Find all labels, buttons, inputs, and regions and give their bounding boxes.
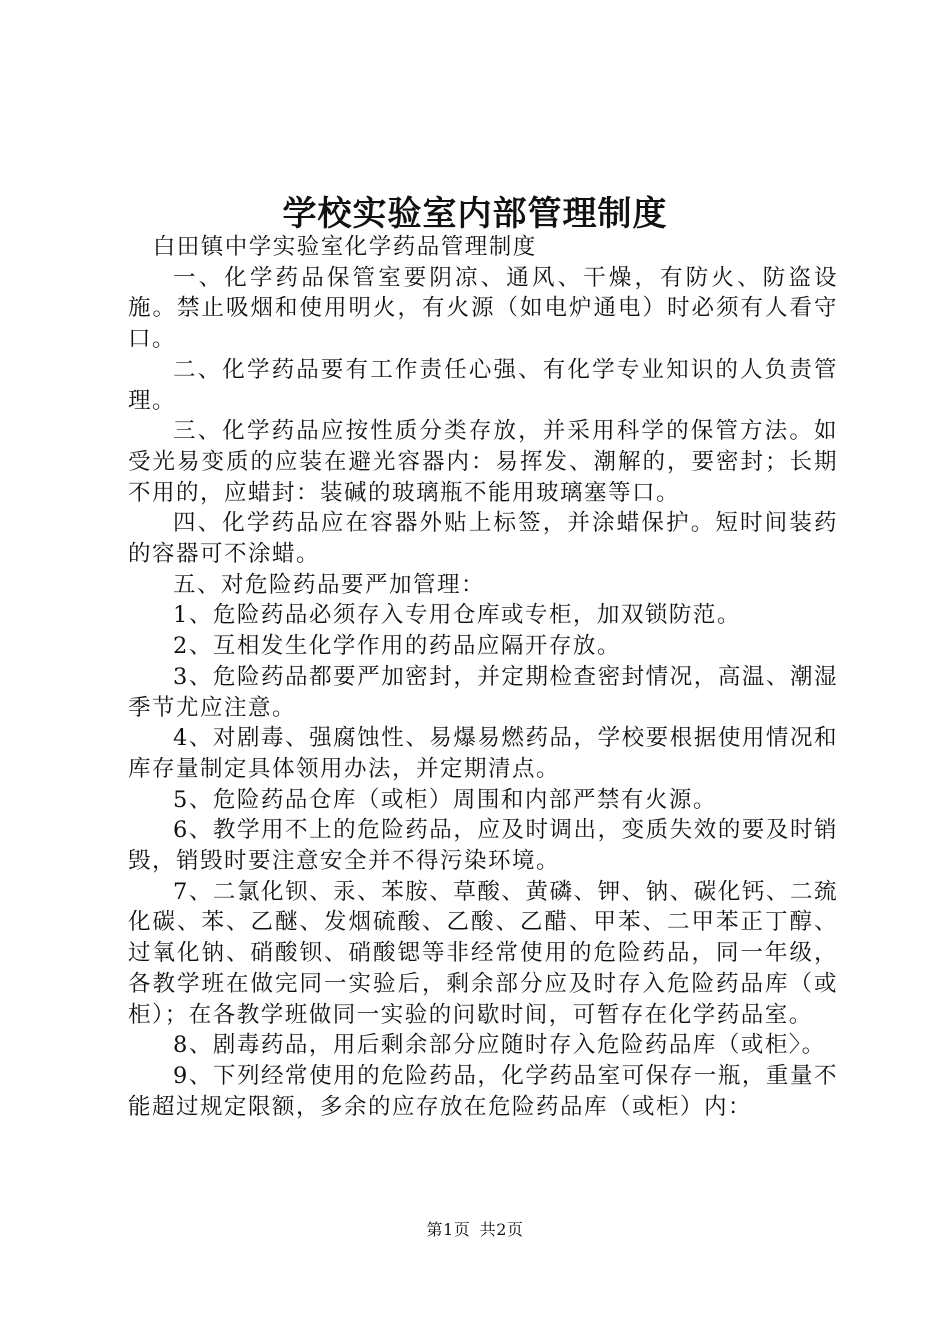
- paragraph-1: 一、化学药品保管室要阴凉、通风、干燥，有防火、防盗设施。禁止吸烟和使用明火，有火源（如电炉通电）时必须有人看守口。: [128, 264, 838, 353]
- page-total: 共2页: [479, 1220, 524, 1239]
- list-item-9: 9、下列经常使用的危险药品，化学药品室可保存一瓶，重量不能超过规定限额，多余的应存放在危险药品库（或柜）内：: [128, 1062, 838, 1120]
- list-item-1: 1、危险药品必须存入专用仓库或专柜，加双锁防范。: [173, 602, 741, 629]
- paragraph-4: 四、化学药品应在容器外贴上标签，并涂蜡保护。短时间装药的容器可不涂蜡。: [128, 510, 838, 568]
- document-title: 学校实验室内部管理制度: [282, 194, 668, 234]
- list-item-4: 4、对剧毒、强腐蚀性、易爆易燃药品，学校要根据使用情况和库存量制定具体领用办法，并定期清点。: [128, 725, 838, 782]
- paragraph-3: 三、化学药品应按性质分类存放，并采用科学的保管方法。如受光易变质的应装在避光容器内：易挥发、潮解的，要密封；长期不用的，应蜡封：装碱的玻璃瓶不能用玻璃塞等口。: [128, 418, 838, 506]
- list-item-7: 7、二氯化钡、汞、苯胺、草酸、黄磷、钾、钠、碳化钙、二巯化碳、苯、乙醚、发烟硫酸、乙酸、乙醋、甲苯、二甲苯正丁醇、过氧化钠、硝酸钡、硝酸锶等非经常使用的危险药品，同一年级，各教学班在做完同一实验后，剩余部分应及时存入危险药品库（或柜）；在各教学班做同一实验的问歇时间，可暂存在化学药品室。: [128, 878, 838, 1028]
- list-item-5: 5、危险药品仓库（或柜）周围和内部严禁有火源。: [173, 786, 717, 813]
- page-number: 第1页: [426, 1220, 471, 1239]
- list-item-6: 6、教学用不上的危险药品，应及时调出，变质失效的要及时销毁，销毁时要注意安全并不得污染环境。: [128, 817, 838, 875]
- section-heading: 白田镇中学实验室化学药品管理制度: [152, 234, 537, 260]
- list-item-8: 8、剧毒药品，用后剩余部分应随时存入危险药品库（或柜〉。: [173, 1032, 826, 1059]
- list-item-3: 3、危险药品都要严加密封，并定期检查密封情况，高温、潮湿季节尤应注意。: [128, 663, 838, 721]
- list-item-2: 2、互相发生化学作用的药品应隔开存放。: [173, 633, 621, 660]
- document-body: [128, 232, 838, 1122]
- paragraph-2: 二、化学药品要有工作责任心强、有化学专业知识的人负责管理。: [128, 356, 838, 414]
- paragraph-5: 五、对危险药品要严加管理：: [173, 571, 486, 598]
- page-footer: [0, 1217, 950, 1240]
